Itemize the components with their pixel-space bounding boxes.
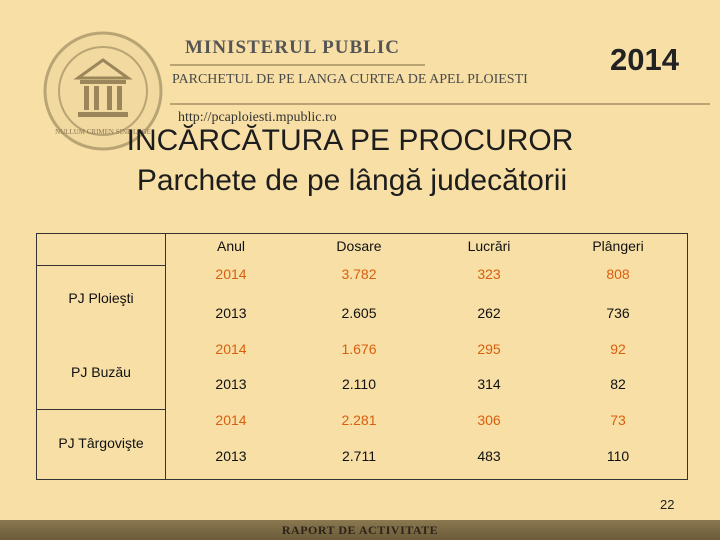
table-cell-lucrari: 262: [477, 305, 501, 321]
table-cell-year: 2014: [215, 266, 247, 282]
divider: [170, 103, 710, 105]
prosecutor-name: PJ Buzău: [71, 364, 131, 380]
prosecutor-name: PJ Ploieşti: [68, 290, 134, 306]
column-header-plangeri: Plângeri: [592, 238, 644, 254]
divider: [36, 265, 166, 266]
table-cell-plangeri: 110: [606, 448, 630, 464]
table-cell-year: 2013: [215, 448, 247, 464]
table-cell-year: 2014: [215, 341, 247, 357]
table-cell-dosare: 3.782: [341, 266, 377, 282]
table-cell-plangeri: 92: [610, 341, 626, 357]
slide-title: INCĂRCĂTURA PE PROCUROR: [126, 124, 574, 157]
table-cell-lucrari: 314: [477, 376, 501, 392]
website-url: http://pcaploiesti.mpublic.ro: [178, 110, 337, 125]
table-cell-dosare: 2.110: [342, 376, 376, 392]
column-header-lucrari: Lucrări: [467, 238, 511, 254]
table-cell-plangeri: 73: [610, 412, 626, 428]
table-cell-lucrari: 306: [477, 412, 501, 428]
table-cell-dosare: 2.281: [341, 412, 377, 428]
office-name: PARCHETUL DE PE LANGA CURTEA DE APEL PLOIESTI: [172, 72, 528, 87]
table-cell-year: 2013: [215, 376, 247, 392]
ministry-title: MINISTERUL PUBLIC: [185, 37, 400, 58]
table-cell-year: 2013: [215, 305, 247, 321]
svg-text:NULLUM CRIMEN SINE LEGE: NULLUM CRIMEN SINE LEGE: [55, 128, 151, 136]
slide-subtitle: Parchete de pe lângă judecătorii: [136, 164, 568, 197]
report-year: 2014: [610, 42, 679, 77]
table-cell-year: 2014: [215, 412, 247, 428]
table-cell-plangeri: 808: [606, 266, 630, 282]
table-cell-plangeri: 736: [606, 305, 630, 321]
column-header-dosare: Dosare: [336, 238, 382, 254]
prosecutor-name: PJ Târgovişte: [58, 435, 144, 451]
footer-text: RAPORT DE ACTIVITATE: [281, 523, 439, 537]
divider: [170, 64, 425, 66]
table-cell-dosare: 2.605: [341, 305, 377, 321]
divider: [36, 409, 166, 410]
column-header-year: Anul: [216, 238, 246, 254]
table-cell-plangeri: 82: [610, 376, 626, 392]
table-cell-lucrari: 323: [477, 266, 501, 282]
table-cell-dosare: 2.711: [342, 448, 376, 464]
table-cell-dosare: 1.676: [341, 341, 377, 357]
table-cell-lucrari: 295: [477, 341, 501, 357]
page-number: 22: [660, 497, 675, 512]
table-cell-lucrari: 483: [477, 448, 501, 464]
